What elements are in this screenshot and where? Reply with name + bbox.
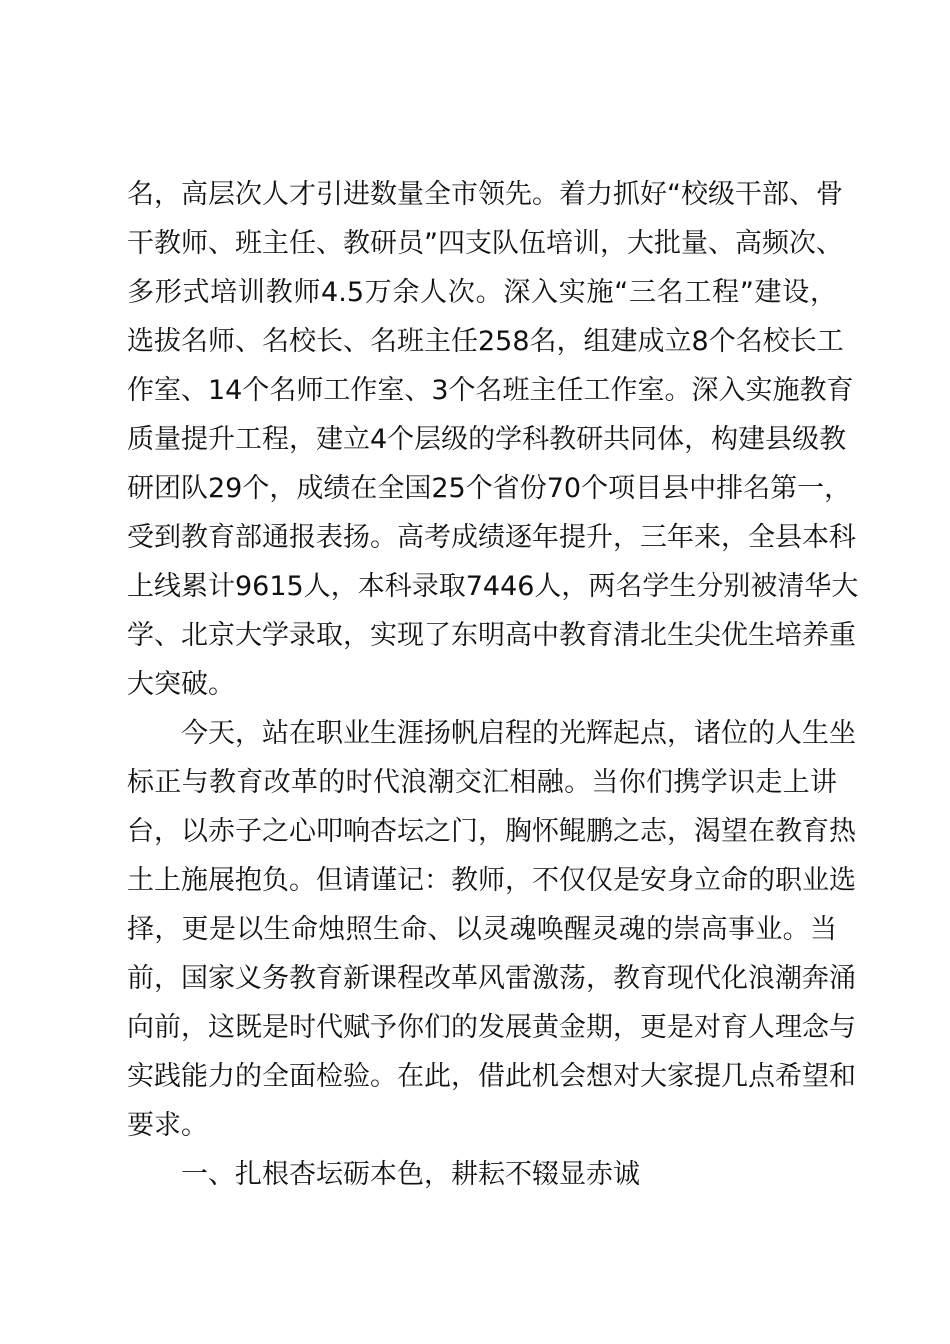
paragraph-line: 向前，这既是时代赋予你们的发展黄金期，更是对育人理念与 <box>127 1012 856 1043</box>
paragraph-line: 大突破。 <box>127 669 235 700</box>
paragraph-line: 择，更是以生命烛照生命、以灵魂唤醒灵魂的崇高事业。当 <box>127 914 837 945</box>
paragraph-line: 前，国家义务教育新课程改革风雷激荡，教育现代化浪潮奔涌 <box>127 963 856 994</box>
paragraph-line: 今天，站在职业生涯扬帆启程的光辉起点，诸位的人生坐 <box>181 718 856 749</box>
paragraph-line: 质量提升工程，建立4个层级的学科教研共同体，构建县级教 <box>127 424 847 455</box>
paragraph-line: 干教师、班主任、教研员”四支队伍培训，大批量、高频次、 <box>127 228 843 259</box>
paragraph-line: 多形式培训教师4.5万余人次。深入实施“三名工程”建设， <box>127 277 837 308</box>
paragraph-line: 要求。 <box>127 1110 208 1141</box>
paragraph-line: 土上施展抱负。但请谨记：教师，不仅仅是安身立命的职业选 <box>127 865 856 896</box>
section-heading: 一、扎根杏坛砺本色，耕耘不辍显赤诚 <box>181 1159 640 1190</box>
paragraph-line: 受到教育部通报表扬。高考成绩逐年提升，三年来，全县本科 <box>127 522 856 553</box>
paragraph-line: 作室、14个名师工作室、3个名班主任工作室。深入实施教育 <box>127 375 854 406</box>
paragraph-line: 台，以赤子之心叩响杏坛之门，胸怀鲲鹏之志，渴望在教育热 <box>127 816 856 847</box>
paragraph-line: 标正与教育改革的时代浪潮交汇相融。当你们携学识走上讲 <box>127 767 837 798</box>
paragraph-line: 学、北京大学录取，实现了东明高中教育清北生尖优生培养重 <box>127 620 856 651</box>
paragraph-line: 实践能力的全面检验。在此，借此机会想对大家提几点希望和 <box>127 1061 856 1092</box>
paragraph-line: 选拔名师、名校长、名班主任258名，组建成立8个名校长工 <box>127 326 844 357</box>
paragraph-line: 上线累计9615人，本科录取7446人，两名学生分别被清华大 <box>127 571 859 602</box>
paragraph-line: 名，高层次人才引进数量全市领先。着力抓好“校级干部、骨 <box>127 179 843 210</box>
paragraph-line: 研团队29个，成绩在全国25个省份70个项目县中排名第一， <box>127 473 852 504</box>
